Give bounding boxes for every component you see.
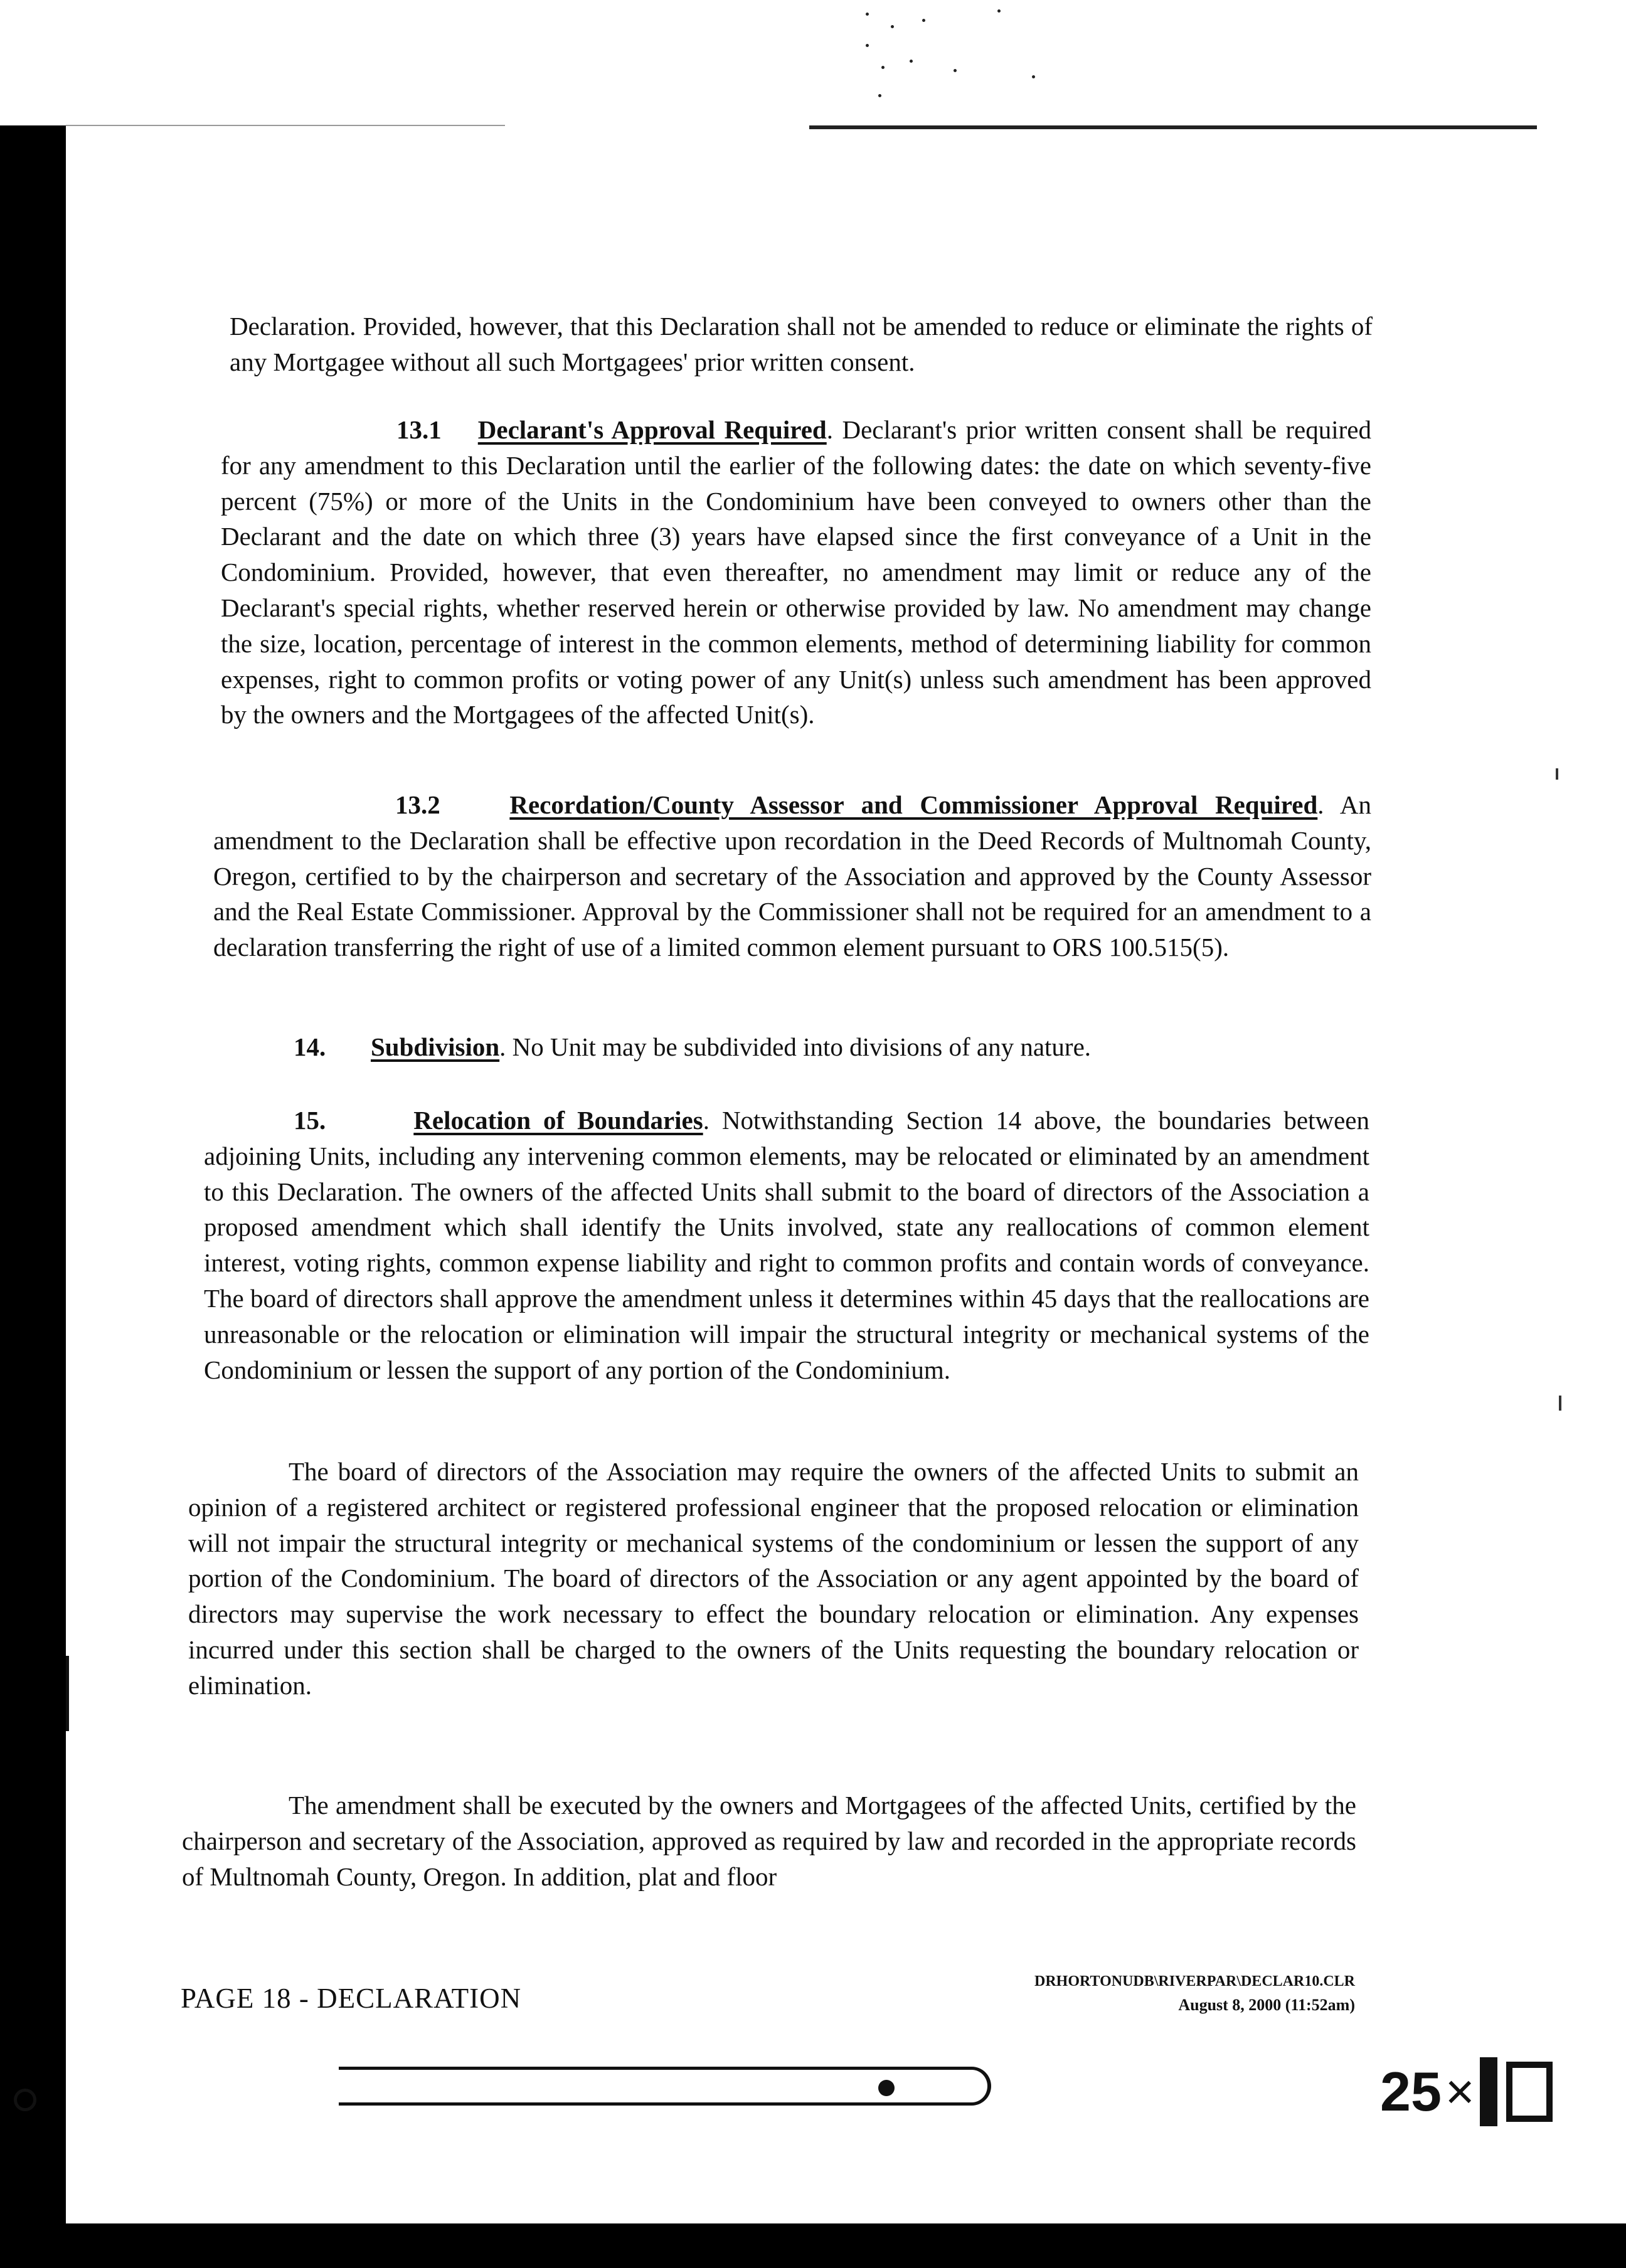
section-body: . Declarant's prior written consent shall be required for any amendment to this Declaration until the earlier of the following dates: the date on which seventy-five percent (75%) or more of the Units in the Condominium have been conveyed to owners other than the Declarant and the date on which three (3) years have elapsed since the first conveyance of a Unit in the Condominium. Provided, however, that even thereafter, no amendment may limit or reduce any of the Declarant's special rights, whether reserved herein or otherwise provided by law. No amendment may change the size, location, percentage of interest in the common elements, method of determining liability for common expenses, right to common profits or voting power of any Unit(s) unless such amendment has been approved by the owners and the Mortgagees of the affected Unit(s). xyxy=(221,415,1371,729)
scan-speck xyxy=(1559,1396,1561,1411)
intro-paragraph: Declaration. Provided, however, that this Declaration shall not be amended to reduce or eliminate the rights of any Mortgagee without all such Mortgagees' prior written consent. xyxy=(230,312,1373,376)
paragraph-amendment-execution: The amendment shall be executed by the owners and Mortgagees of the affected Units, certified by the chairperson and secretary of the Association, approved as required by law and recorded in the appropriate records of Multnomah County, Oregon. In addition, plat and floor xyxy=(182,1791,1356,1891)
file-info xyxy=(941,1969,1355,2017)
section-number: 13.2 xyxy=(395,790,440,819)
paragraph-board-of-directors: The board of directors of the Association may require the owners of the affected Units to submit an opinion of a registered architect or registered professional engineer that the proposed relocation or elimination will not impair the structural integrity or mechanical systems of the condominium or lessen the support of any portion of the Condominium. The board of directors of the Association or any agent appointed by the board of directors may supervise the work necessary to effect the boundary relocation or elimination. Any expenses incurred under this section shall be charged to the owners of the Units requesting the boundary relocation or elimination. xyxy=(188,1457,1359,1700)
section-title: Subdivision xyxy=(371,1032,500,1061)
section-number: 15. xyxy=(294,1106,326,1135)
page-label: PAGE 18 - DECLARATION xyxy=(181,1983,522,2014)
scan-edge-left xyxy=(0,0,66,2268)
microfilm-stamp xyxy=(1380,2057,1553,2126)
stamp-box-icon xyxy=(1506,2062,1553,2122)
file-path: DRHORTONUDB\RIVERPAR\DECLAR10.CLR xyxy=(1034,1973,1355,1990)
section-body: . An amendment to the Declaration shall be effective upon recordation in the Deed Records of Multnomah County, Oregon, certified to by the chairperson and secretary of the Association and approved by the County Assessor and the Real Estate Commissioner. Approval by the Commissioner shall not be required for an amendment to a declaration transferring the right of use of a limited common element pursuant to ORS 100.515(5). xyxy=(213,790,1371,962)
dot-mark-icon xyxy=(878,2080,895,2096)
scan-line xyxy=(809,125,1537,129)
section-13-2 xyxy=(213,787,1371,965)
scan-speck xyxy=(66,1656,69,1731)
file-date: August 8, 2000 (11:52am) xyxy=(1178,1996,1355,2014)
section-body: . No Unit may be subdivided into divisions of any nature. xyxy=(499,1032,1092,1061)
section-15 xyxy=(204,1103,1369,1387)
scan-edge-bottom xyxy=(0,2223,1626,2268)
section-number: 14. xyxy=(294,1032,326,1061)
section-number: 13.1 xyxy=(396,415,442,444)
stamp-bar-icon xyxy=(1480,2057,1497,2126)
scan-line xyxy=(66,125,505,126)
section-body: . Notwithstanding Section 14 above, the boundaries between adjoining Units, including any intervening common elements, may be relocated or eliminated by an amendment to this Declaration. The owners of the affected Units shall submit to the board of directors of the Association a proposed amendment which shall identify the Units involved, state any reallocations of common element interest, voting rights, common expense liability and right to common profits and contain words of conveyance. The board of directors shall approve the amendment unless it determines within 45 days that the reallocations are unreasonable or the relocation or elimination will impair the structural integrity or mechanical systems of the Condominium or lessen the support of any portion of the Condominium. xyxy=(204,1106,1369,1384)
section-title: Relocation of Boundaries xyxy=(413,1106,703,1135)
section-14 xyxy=(210,1029,1371,1065)
section-title: Recordation/County Assessor and Commissioner Approval Required xyxy=(509,790,1318,819)
section-title: Declarant's Approval Required xyxy=(477,415,827,444)
scan-margin-top xyxy=(0,0,1626,125)
circle-mark-icon xyxy=(14,2089,36,2111)
scan-specks xyxy=(853,6,1054,113)
scan-speck xyxy=(1556,768,1558,780)
section-13-1 xyxy=(221,412,1371,733)
stamp-number: 25 xyxy=(1380,2060,1442,2122)
stamp-times: × xyxy=(1445,2064,1475,2119)
